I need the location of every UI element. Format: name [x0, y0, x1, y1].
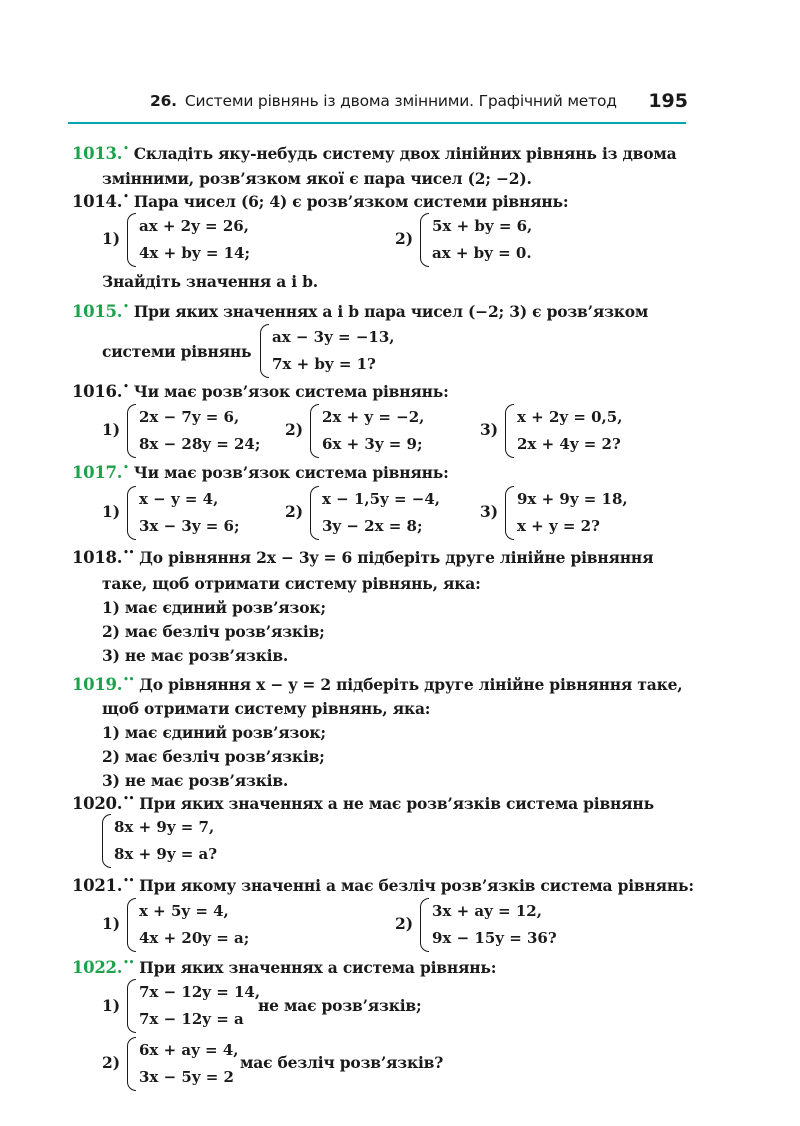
exercise-text: системи рівнянь — [102, 342, 252, 361]
header-divider — [68, 122, 686, 124]
section-title: Системи рівнянь із двома змінними. Графічний метод — [184, 92, 617, 110]
part-label: 2) — [102, 1053, 121, 1072]
part-label: 2) — [395, 914, 414, 933]
exercise-number: 1017.• — [72, 463, 129, 482]
equation: 7x + by = 1? — [272, 355, 376, 373]
equation: 8x − 28y = 24; — [139, 435, 261, 453]
exercise-1016 — [72, 382, 449, 401]
list-item: 2) має безліч розв’язків; — [102, 622, 325, 641]
equation: x + y = 2? — [517, 517, 600, 535]
equation: 8x + 9y = 7, — [114, 818, 215, 836]
equation: x − y = 4, — [139, 490, 219, 508]
part-label: 3) — [480, 502, 499, 521]
exercise-1020 — [72, 794, 654, 813]
exercise-number: 1019.•• — [72, 675, 135, 694]
equation-system — [102, 814, 217, 868]
exercise-text: При якому значенні a має безліч розв’язків система рівнянь: — [139, 876, 694, 895]
part-label: 1) — [102, 996, 121, 1015]
equation: 8x + 9y = a? — [114, 845, 218, 863]
equation: 9x − 15y = 36? — [432, 929, 557, 947]
equation: ax + 2y = 26, — [139, 217, 249, 235]
equation: 3x − 3y = 6; — [139, 517, 240, 535]
equation: 6x + ay = 4, — [139, 1041, 239, 1059]
equation-system — [310, 404, 424, 458]
exercise-text: щоб отримати систему рівнянь, яка: — [102, 699, 431, 718]
equation: 3x − 5y = 2 — [139, 1068, 234, 1086]
section-heading — [150, 92, 617, 110]
part-label: 1) — [102, 229, 121, 248]
equation-system — [127, 213, 250, 267]
exercise-text: змінними, розв’язком якої є пара чисел (2; −2). — [102, 169, 532, 188]
exercise-text: До рівняння 2x − 3y = 6 підберіть друге лінійне рівняння — [139, 548, 654, 567]
exercise-text: Складіть яку-небудь систему двох лінійних рівнянь із двома — [133, 144, 677, 163]
brace — [505, 404, 514, 458]
brace — [127, 979, 136, 1033]
equation-system — [127, 1037, 239, 1091]
part-label: 1) — [102, 420, 121, 439]
part-label: 2) — [395, 229, 414, 248]
equation: 3x + ay = 12, — [432, 902, 542, 920]
equation: 3y − 2x = 8; — [322, 517, 423, 535]
brace — [420, 898, 429, 952]
exercise-text: Чи має розв’язок система рівнянь: — [133, 463, 449, 482]
exercise-number: 1015.• — [72, 302, 129, 321]
equation-system — [127, 898, 249, 952]
equation-system — [505, 404, 622, 458]
equation-system — [505, 486, 628, 540]
list-item: 1) має єдиний розв’язок; — [102, 723, 326, 742]
equation-system — [127, 486, 240, 540]
equation: 7x − 12y = a — [139, 1010, 244, 1028]
equation-system — [260, 324, 395, 378]
exercise-number: 1018.•• — [72, 548, 135, 567]
exercise-text: До рівняння x − y = 2 підберіть друге лінійне рівняння таке, — [139, 675, 683, 694]
page-number: 195 — [648, 90, 688, 112]
list-item: 1) має єдиний розв’язок; — [102, 598, 326, 617]
brace — [127, 486, 136, 540]
list-item: 3) не має розв’язків. — [102, 646, 289, 665]
exercise-text: має безліч розв’язків? — [240, 1053, 444, 1072]
page-header — [150, 92, 690, 120]
equation: x − 1,5y = −4, — [322, 490, 441, 508]
part-label: 1) — [102, 914, 121, 933]
brace — [127, 1037, 136, 1091]
exercise-1014 — [72, 192, 568, 211]
equation: 4x + by = 14; — [139, 244, 251, 262]
exercise-text: Чи має розв’язок система рівнянь: — [133, 382, 449, 401]
brace — [310, 404, 319, 458]
exercise-text: таке, щоб отримати систему рівнянь, яка: — [102, 574, 481, 593]
exercise-number: 1016.• — [72, 382, 129, 401]
equation: 7x − 12y = 14, — [139, 983, 261, 1001]
brace — [127, 404, 136, 458]
equation-system — [310, 486, 440, 540]
equation: ax − 3y = −13, — [272, 328, 395, 346]
equation: 6x + 3y = 9; — [322, 435, 423, 453]
brace — [420, 213, 429, 267]
brace — [505, 486, 514, 540]
exercise-text: Пара чисел (6; 4) є розв’язком системи рівнянь: — [133, 192, 569, 211]
brace — [260, 324, 269, 378]
equation-system — [420, 213, 532, 267]
exercise-1022 — [72, 958, 496, 977]
brace — [102, 814, 111, 868]
list-item: 2) має безліч розв’язків; — [102, 747, 325, 766]
equation: 2x + 4y = 2? — [517, 435, 621, 453]
exercise-number: 1014.• — [72, 192, 129, 211]
exercise-text: Знайдіть значення a і b. — [102, 272, 318, 291]
equation: x + 5y = 4, — [139, 902, 229, 920]
exercise-number: 1022.•• — [72, 958, 135, 977]
brace — [127, 898, 136, 952]
part-label: 3) — [480, 420, 499, 439]
exercise-number: 1020.•• — [72, 794, 135, 813]
section-number: 26. — [150, 92, 177, 110]
exercise-number: 1013.• — [72, 144, 129, 163]
equation-system — [127, 979, 260, 1033]
part-label: 2) — [285, 502, 304, 521]
equation: 4x + 20y = a; — [139, 929, 250, 947]
exercise-1015 — [72, 302, 648, 321]
exercise-text: При яких значеннях a не має розв’язків система рівнянь — [139, 794, 654, 813]
equation-system — [127, 404, 260, 458]
brace — [310, 486, 319, 540]
exercise-1018 — [72, 548, 653, 567]
equation: 2x − 7y = 6, — [139, 408, 240, 426]
exercise-number: 1021.•• — [72, 876, 135, 895]
exercise-text: При яких значеннях a система рівнянь: — [139, 958, 497, 977]
brace — [127, 213, 136, 267]
exercise-1013 — [72, 144, 676, 163]
equation-system — [420, 898, 557, 952]
list-item: 3) не має розв’язків. — [102, 771, 289, 790]
equation: x + 2y = 0,5, — [517, 408, 623, 426]
part-label: 2) — [285, 420, 304, 439]
exercise-text: не має розв’язків; — [258, 996, 422, 1015]
equation: 2x + y = −2, — [322, 408, 425, 426]
exercise-1019 — [72, 675, 682, 694]
equation: 9x + 9y = 18, — [517, 490, 628, 508]
equation: ax + by = 0. — [432, 244, 532, 262]
exercise-text: При яких значеннях a і b пара чисел (−2; 3) є розв’язком — [133, 302, 649, 321]
equation: 5x + by = 6, — [432, 217, 533, 235]
part-label: 1) — [102, 502, 121, 521]
exercise-1017 — [72, 463, 449, 482]
exercise-1021 — [72, 876, 694, 895]
